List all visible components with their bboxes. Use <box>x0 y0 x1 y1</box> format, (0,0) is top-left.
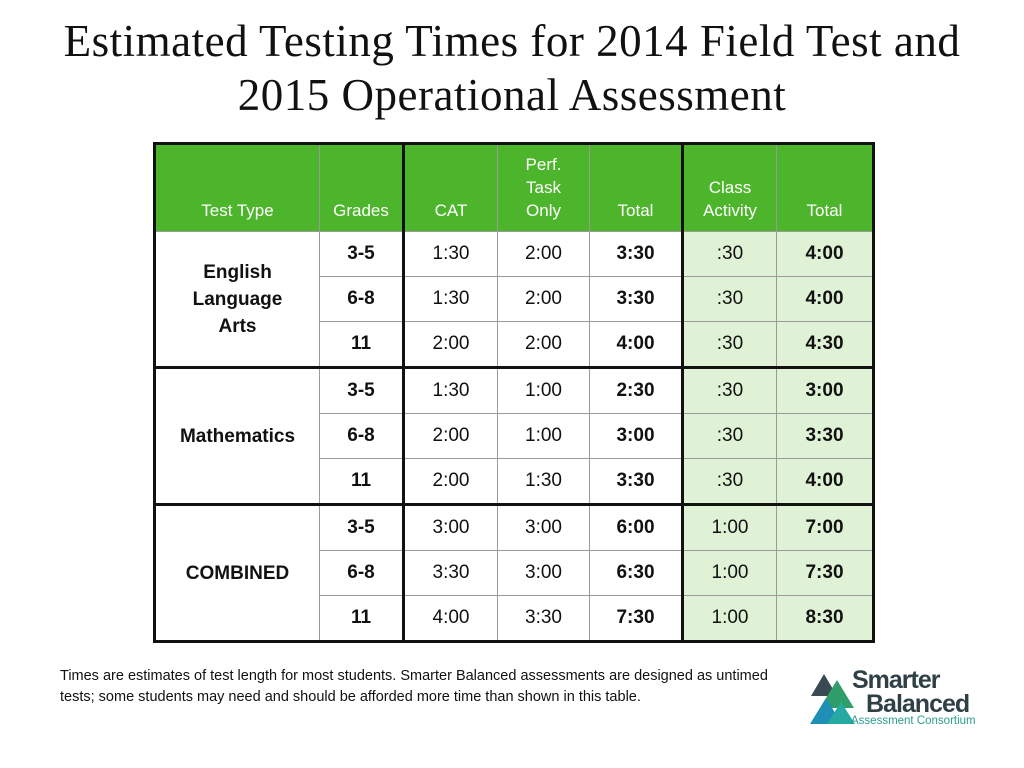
total-cell: 2:30 <box>590 368 683 414</box>
grand-total-cell: 4:00 <box>777 232 874 277</box>
grand-total-cell: 7:00 <box>777 505 874 551</box>
class-activity-cell: :30 <box>683 322 777 368</box>
cat-cell: 3:30 <box>404 551 498 596</box>
header-total: Total <box>590 144 683 232</box>
class-activity-cell: 1:00 <box>683 551 777 596</box>
perf-task-cell: 2:00 <box>498 277 590 322</box>
total-cell: 6:00 <box>590 505 683 551</box>
total-cell: 3:00 <box>590 414 683 459</box>
cat-cell: 3:00 <box>404 505 498 551</box>
grand-total-cell: 3:30 <box>777 414 874 459</box>
cat-cell: 1:30 <box>404 277 498 322</box>
class-activity-cell: :30 <box>683 368 777 414</box>
perf-task-cell: 1:00 <box>498 414 590 459</box>
cat-cell: 1:30 <box>404 232 498 277</box>
test-type-ela: English Language Arts <box>155 232 320 368</box>
total-cell: 7:30 <box>590 596 683 642</box>
grand-total-cell: 3:00 <box>777 368 874 414</box>
grand-total-cell: 4:30 <box>777 322 874 368</box>
logo-line-2: Balanced <box>866 690 970 718</box>
cat-cell: 1:30 <box>404 368 498 414</box>
logo-subtitle: Assessment Consortium <box>851 715 976 727</box>
testing-times-table <box>153 142 875 643</box>
total-cell: 6:30 <box>590 551 683 596</box>
header-grand-total: Total <box>777 144 874 232</box>
header-grades: Grades <box>320 144 404 232</box>
total-cell: 3:30 <box>590 232 683 277</box>
logo-wordmark <box>852 668 969 716</box>
header-perf-task: Perf. Task Only <box>498 144 590 232</box>
total-cell: 4:00 <box>590 322 683 368</box>
class-activity-cell: :30 <box>683 232 777 277</box>
grand-total-cell: 4:00 <box>777 277 874 322</box>
smarter-balanced-logo <box>810 668 985 728</box>
header-cat: CAT <box>404 144 498 232</box>
cat-cell: 2:00 <box>404 414 498 459</box>
class-activity-cell: 1:00 <box>683 505 777 551</box>
header-class-activity: Class Activity <box>683 144 777 232</box>
header-test-type: Test Type <box>155 144 320 232</box>
class-activity-cell: :30 <box>683 459 777 505</box>
grand-total-cell: 4:00 <box>777 459 874 505</box>
cat-cell: 2:00 <box>404 322 498 368</box>
perf-task-cell: 3:00 <box>498 551 590 596</box>
grade-cell: 11 <box>320 459 404 505</box>
grade-cell: 11 <box>320 596 404 642</box>
perf-task-cell: 2:00 <box>498 322 590 368</box>
perf-task-cell: 3:00 <box>498 505 590 551</box>
cat-cell: 4:00 <box>404 596 498 642</box>
perf-task-cell: 1:30 <box>498 459 590 505</box>
perf-task-cell: 2:00 <box>498 232 590 277</box>
grade-cell: 3-5 <box>320 368 404 414</box>
grand-total-cell: 7:30 <box>777 551 874 596</box>
total-cell: 3:30 <box>590 459 683 505</box>
footnote: Times are estimates of test length for most students. Smarter Balanced assessments are designed as untimed tests; some students may need and should be afforded more time than shown in this table. <box>60 668 768 705</box>
perf-task-cell: 1:00 <box>498 368 590 414</box>
grade-cell: 6-8 <box>320 551 404 596</box>
page-title: Estimated Testing Times for 2014 Field Test and 2015 Operational Assessment <box>63 16 961 120</box>
cat-cell: 2:00 <box>404 459 498 505</box>
grade-cell: 3-5 <box>320 505 404 551</box>
class-activity-cell: :30 <box>683 277 777 322</box>
grade-cell: 6-8 <box>320 277 404 322</box>
class-activity-cell: 1:00 <box>683 596 777 642</box>
test-type-combined: COMBINED <box>155 505 320 642</box>
total-cell: 3:30 <box>590 277 683 322</box>
grade-cell: 6-8 <box>320 414 404 459</box>
perf-task-cell: 3:30 <box>498 596 590 642</box>
triangle-logo-icon <box>810 672 856 726</box>
logo-line-1: Smarter <box>852 666 940 694</box>
test-type-mathematics: Mathematics <box>155 368 320 505</box>
grand-total-cell: 8:30 <box>777 596 874 642</box>
grade-cell: 3-5 <box>320 232 404 277</box>
class-activity-cell: :30 <box>683 414 777 459</box>
grade-cell: 11 <box>320 322 404 368</box>
